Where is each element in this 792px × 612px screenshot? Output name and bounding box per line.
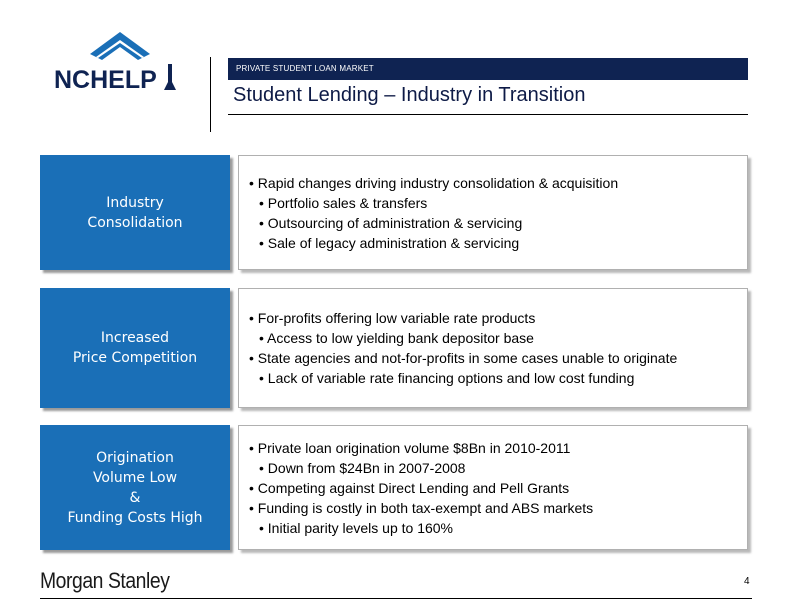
bullet-item: • Competing against Direct Lending and Pell Grants [249, 479, 570, 496]
row-label-price-competition [40, 288, 230, 408]
sub-bullet-item: • Sale of legacy administration & servicing [259, 234, 520, 251]
morgan-stanley-logo: Morgan Stanley [40, 568, 170, 593]
sub-bullet-item: • Down from $24Bn in 2007-2008 [259, 459, 466, 476]
row-label-line: Consolidation [87, 214, 183, 231]
row-label-industry-consolidation [40, 155, 230, 270]
sub-bullet-item: • Lack of variable rate financing options and low cost funding [259, 370, 635, 386]
sub-bullet-item: • Access to low yielding bank depositor base [259, 330, 534, 346]
row-label-line: Origination [96, 449, 174, 466]
nchelp-logo [50, 30, 190, 105]
bullet-item: • State agencies and not-for-profits in some cases unable to originate [249, 350, 678, 366]
row-content-origination-volume [238, 425, 748, 550]
title-underline [228, 114, 748, 115]
section-label-bar [228, 58, 748, 80]
bullet-item: • Rapid changes driving industry consolidation & acquisition [249, 174, 619, 191]
row-content-industry-consolidation [238, 155, 748, 270]
row-label-line: Volume Low [92, 469, 178, 486]
row-label-line: Price Competition [72, 350, 198, 366]
sub-bullet-item: • Initial parity levels up to 160% [259, 519, 454, 536]
row-content-price-competition [238, 288, 748, 408]
row-label-line: Industry [106, 194, 164, 211]
bullet-item: • Funding is costly in both tax-exempt and ABS markets [249, 499, 594, 516]
footer-rule [40, 598, 752, 599]
page-number: 4 [744, 576, 750, 587]
logo-text: NCHELP [54, 66, 157, 94]
section-label: PRIVATE STUDENT LOAN MARKET [236, 64, 374, 73]
bullet-item: • Private loan origination volume $8Bn in 2010-2011 [249, 439, 571, 456]
row-label-origination-volume [40, 425, 230, 550]
row-label-line: & [129, 489, 141, 506]
page-title: Student Lending – Industry in Transition [233, 84, 586, 106]
sub-bullet-item: • Outsourcing of administration & servicing [259, 214, 523, 231]
nchelp-logo-mark [50, 30, 190, 105]
header-divider [210, 57, 211, 132]
row-label-line: Increased [100, 330, 170, 346]
row-label-line: Funding Costs High [67, 509, 203, 526]
bullet-item: • For-profits offering low variable rate products [249, 310, 536, 326]
sub-bullet-item: • Portfolio sales & transfers [259, 194, 428, 211]
